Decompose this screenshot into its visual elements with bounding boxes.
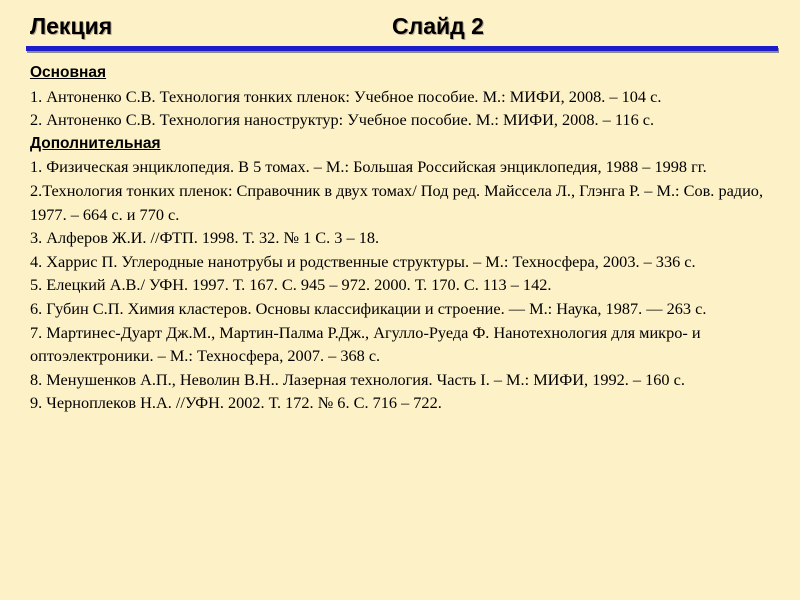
extra-ref-item: 5. Елецкий А.В./ УФН. 1997. Т. 167. С. 945 – 972. 2000. Т. 170. С. 113 – 142. xyxy=(30,275,552,295)
extra-section-heading: Дополнительная xyxy=(30,134,161,152)
main-ref-item: 2. Антоненко С.В. Технология наноструктур: Учебное пособие. М.: МИФИ, 2008. – 116 с. xyxy=(30,110,655,130)
extra-ref-item: 6. Губин С.П. Химия кластеров. Основы классификации и строение. — М.: Наука, 1987. — 263 с. xyxy=(30,298,707,318)
extra-ref-item: 7. Мартинес-Дуарт Дж.М., Мартин-Палма Р.Дж., Агулло-Руеда Ф. Нанотехнология для микро- и оптоэлектроники. – М.: Техносфера, 2007. – 368 с. xyxy=(30,322,701,366)
extra-ref-item: 9. Черноплеков Н.А. //УФН. 2002. Т. 172. № 6. С. 716 – 722. xyxy=(30,393,442,413)
extra-ref-item: 3. Алферов Ж.И. //ФТП. 1998. Т. 32. № 1 С. 3 – 18. xyxy=(30,228,380,248)
main-ref-item: 1. Антоненко С.В. Технология тонких пленок: Учебное пособие. М.: МИФИ, 2008. – 104 с. xyxy=(30,86,662,106)
header-divider xyxy=(26,46,778,51)
extra-ref-item: 4. Харрис П. Углеродные нанотрубы и родственные структуры. – М.: Техносфера, 2003. – 336 с. xyxy=(30,251,696,271)
extra-ref-item: 2.Технология тонких пленок: Справочник в двух томах/ Под ред. Майссела Л., Глэнга Р. – М.: Сов. радио, 1977. – 664 с. и 770 с. xyxy=(30,180,764,224)
slide-number-title: Слайд 2 xyxy=(392,13,484,39)
extra-ref-item: 1. Физическая энциклопедия. В 5 томах. – М.: Большая Российская энциклопедия, 1988 – 1998 гг. xyxy=(30,157,707,177)
slide-header xyxy=(0,0,800,56)
lecture-title: Лекция xyxy=(30,13,113,39)
references-list xyxy=(30,61,775,415)
main-section-heading: Основная xyxy=(30,64,107,81)
extra-ref-item: 8. Менушенков А.П., Неволин В.Н.. Лазерная технология. Часть I. – М.: МИФИ, 1992. – 160 с. xyxy=(30,369,685,389)
